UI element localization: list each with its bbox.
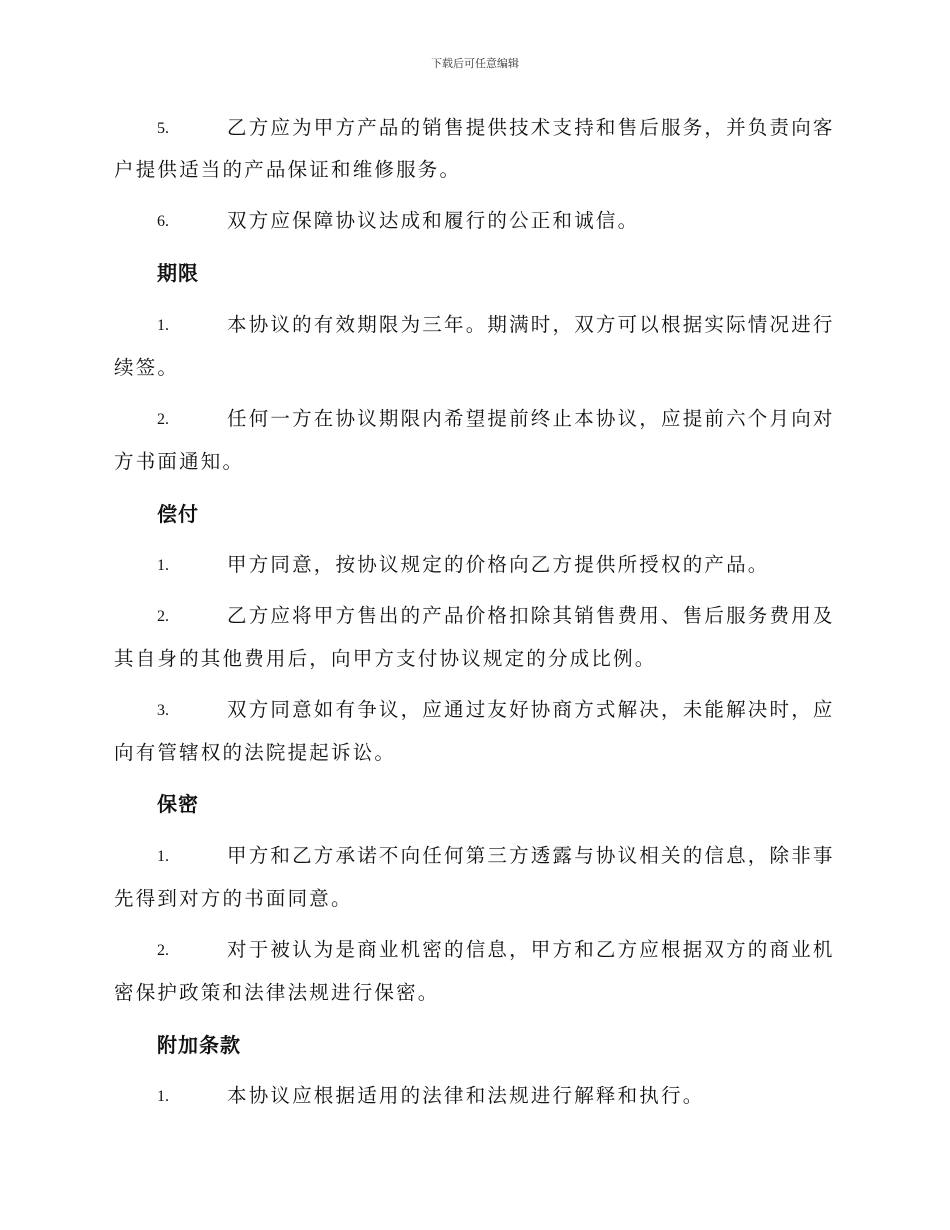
item-number: 1. xyxy=(157,1088,169,1105)
item-text-line: 乙方应将甲方售出的产品价格扣除其销售费用、售后服务费用及 xyxy=(227,604,835,627)
item-number: 5. xyxy=(157,120,169,137)
section-heading-payment: 偿付 xyxy=(157,502,199,526)
item-text-line: 对于被认为是商业机密的信息，甲方和乙方应根据双方的商业机 xyxy=(227,938,835,961)
page-header: 下载后可任意编辑 xyxy=(431,57,519,70)
item-text-line: 双方应保障协议达成和履行的公正和诚信。 xyxy=(227,209,640,232)
item-text-line: 方书面通知。 xyxy=(114,450,245,473)
section-heading-confidentiality: 保密 xyxy=(157,792,199,816)
item-text-line: 本协议的有效期限为三年。期满时，双方可以根据实际情况进行 xyxy=(227,313,835,336)
item-text-line: 任何一方在协议期限内希望提前终止本协议，应提前六个月向对 xyxy=(227,407,835,430)
item-text-line: 向有管辖权的法院提起诉讼。 xyxy=(114,741,397,764)
item-number: 6. xyxy=(157,213,169,230)
item-number: 2. xyxy=(157,411,169,428)
item-text-line: 本协议应根据适用的法律和法规进行解释和执行。 xyxy=(227,1084,705,1107)
item-text-line: 乙方应为甲方产品的销售提供技术支持和售后服务，并负责向客 xyxy=(227,116,835,139)
item-text-line: 甲方同意，按协议规定的价格向乙方提供所授权的产品。 xyxy=(227,553,770,576)
item-text-line: 续签。 xyxy=(114,356,180,379)
item-number: 2. xyxy=(157,608,169,625)
item-text-line: 双方同意如有争议，应通过友好协商方式解决，未能解决时，应 xyxy=(227,698,835,721)
item-text-line: 先得到对方的书面同意。 xyxy=(114,887,353,910)
item-text-line: 甲方和乙方承诺不向任何第三方透露与协议相关的信息，除非事 xyxy=(227,844,835,867)
item-number: 1. xyxy=(157,848,169,865)
section-heading-term: 期限 xyxy=(157,261,199,285)
item-number: 1. xyxy=(157,317,169,334)
item-number: 2. xyxy=(157,942,169,959)
item-number: 1. xyxy=(157,557,169,574)
section-heading-additional-terms: 附加条款 xyxy=(157,1033,241,1057)
item-text-line: 密保护政策和法律法规进行保密。 xyxy=(114,981,440,1004)
item-number: 3. xyxy=(157,702,169,719)
item-text-line: 其自身的其他费用后，向甲方支付协议规定的分成比例。 xyxy=(114,647,657,670)
item-text-line: 户提供适当的产品保证和维修服务。 xyxy=(114,158,462,181)
